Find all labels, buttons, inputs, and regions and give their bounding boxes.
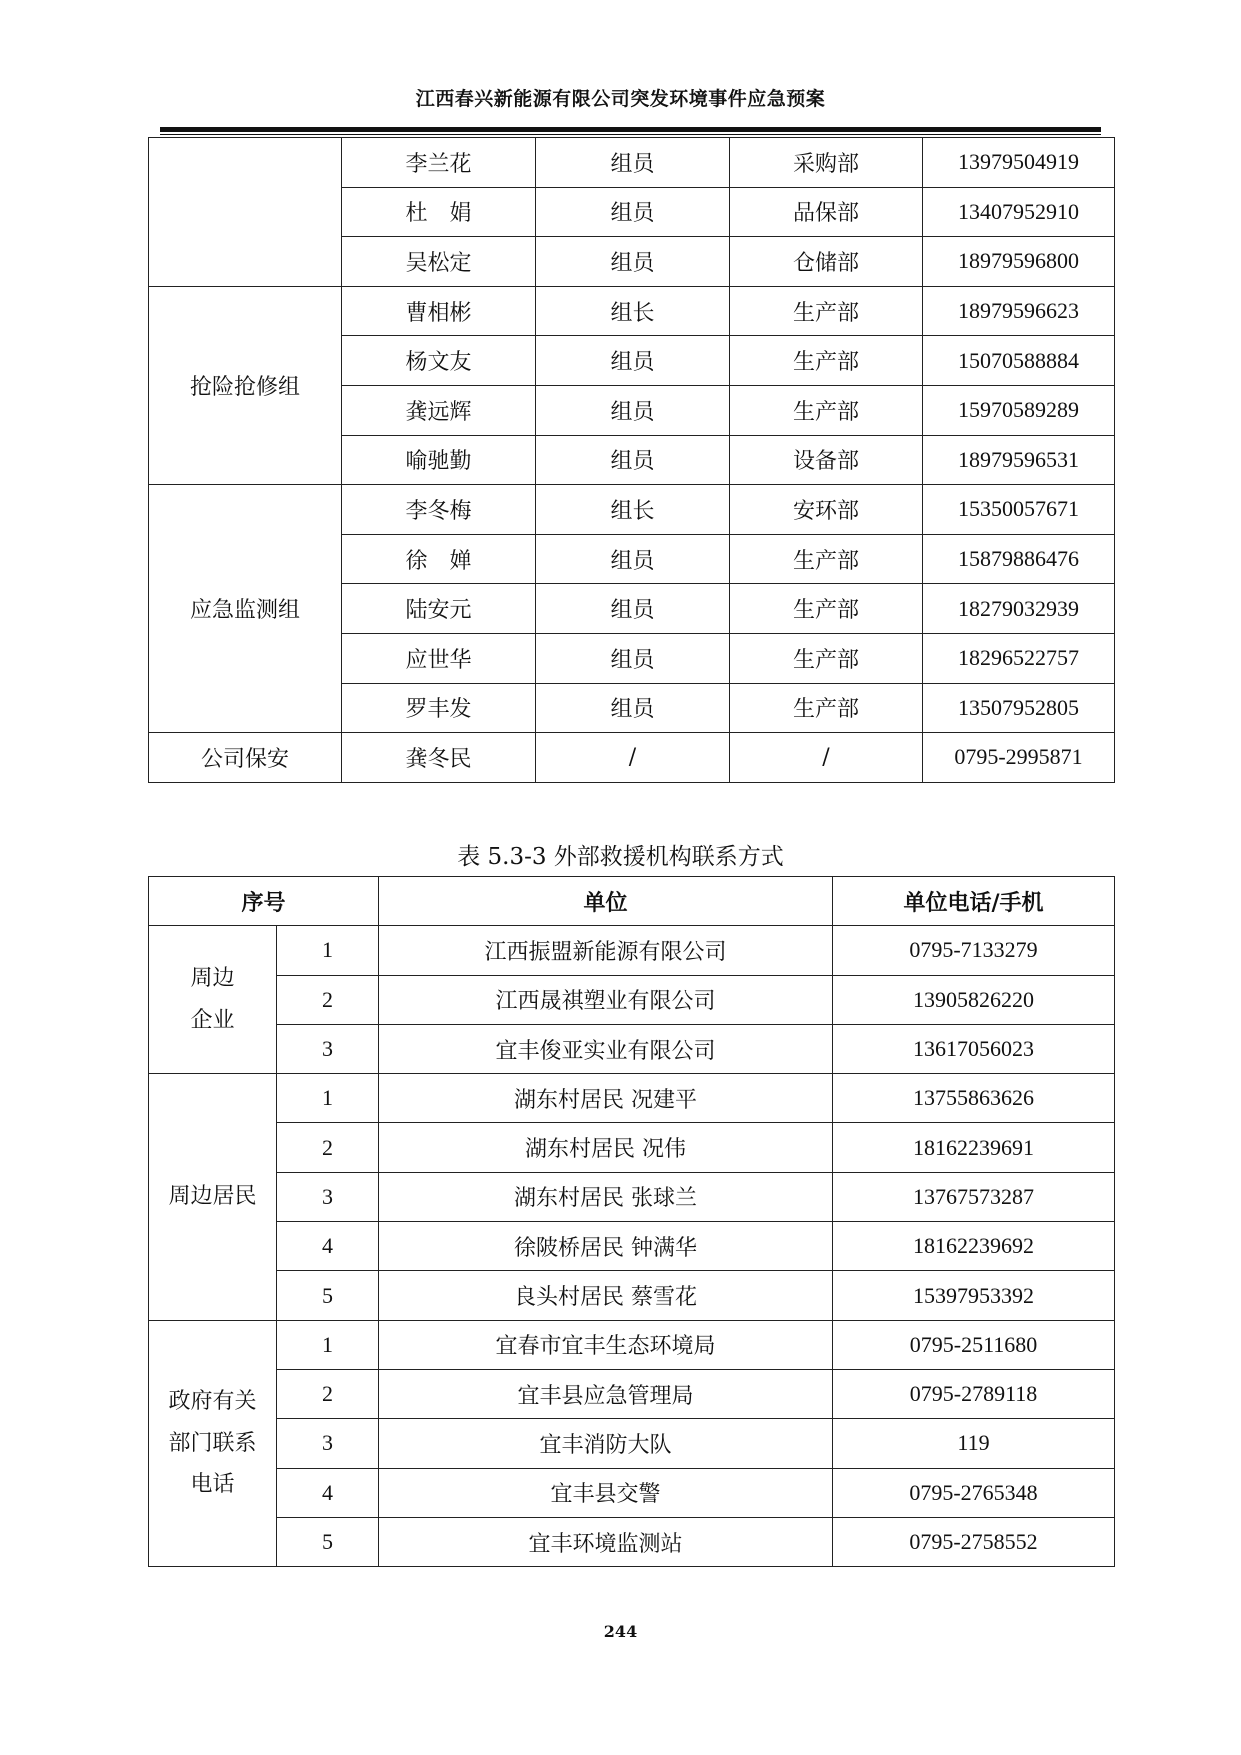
unit-phone: 13767573287	[833, 1172, 1115, 1221]
member-phone: 18979596800	[923, 237, 1115, 287]
member-dept: 生产部	[730, 534, 923, 584]
member-phone: 18279032939	[923, 584, 1115, 634]
member-dept: 生产部	[730, 385, 923, 435]
header-row	[149, 877, 1115, 926]
unit-name: 宜丰俊亚实业有限公司	[379, 1024, 833, 1073]
row-number: 1	[277, 1320, 379, 1369]
table-row	[149, 286, 1115, 336]
row-number: 2	[277, 1369, 379, 1418]
table-row	[149, 485, 1115, 535]
member-name: 陆安元	[342, 584, 536, 634]
member-dept: 生产部	[730, 683, 923, 733]
member-name: 徐 婵	[342, 534, 536, 584]
unit-name: 宜丰县交警	[379, 1468, 833, 1517]
member-phone: 15970589289	[923, 385, 1115, 435]
unit-name: 江西晟祺塑业有限公司	[379, 975, 833, 1024]
member-phone: 13407952910	[923, 187, 1115, 237]
row-number: 4	[277, 1222, 379, 1271]
unit-phone: 0795-2758552	[833, 1517, 1115, 1566]
table-row	[149, 1517, 1115, 1566]
table-row	[149, 1320, 1115, 1369]
row-number: 1	[277, 1074, 379, 1123]
member-role: 组员	[536, 683, 730, 733]
table-row	[149, 1123, 1115, 1172]
member-role: 组长	[536, 286, 730, 336]
unit-name: 宜丰环境监测站	[379, 1517, 833, 1566]
member-role: 组员	[536, 138, 730, 188]
unit-phone: 15397953392	[833, 1271, 1115, 1320]
member-role: 组长	[536, 485, 730, 535]
group-name: 公司保安	[149, 733, 342, 783]
row-number: 1	[277, 926, 379, 975]
member-phone: 15070588884	[923, 336, 1115, 386]
member-phone: 18979596623	[923, 286, 1115, 336]
table-row	[149, 1468, 1115, 1517]
member-phone: 13507952805	[923, 683, 1115, 733]
row-number: 5	[277, 1271, 379, 1320]
header-unit: 单位	[379, 877, 833, 926]
table-row	[149, 1222, 1115, 1271]
row-number: 5	[277, 1517, 379, 1566]
member-phone: 0795-2995871	[923, 733, 1115, 783]
unit-phone: 18162239691	[833, 1123, 1115, 1172]
group-cell	[149, 138, 342, 287]
unit-phone: 13905826220	[833, 975, 1115, 1024]
member-name: 李冬梅	[342, 485, 536, 535]
member-dept: 仓储部	[730, 237, 923, 287]
table-row	[149, 1369, 1115, 1418]
group-label: 政府有关 部门联系 电话	[149, 1320, 277, 1566]
group-name: 应急监测组	[149, 485, 342, 733]
member-role: 组员	[536, 534, 730, 584]
unit-name: 良头村居民 蔡雪花	[379, 1271, 833, 1320]
member-dept: 设备部	[730, 435, 923, 485]
member-name: 龚远辉	[342, 385, 536, 435]
table-row	[149, 926, 1115, 975]
member-name: 吴松定	[342, 237, 536, 287]
member-phone: 15879886476	[923, 534, 1115, 584]
table-row	[149, 975, 1115, 1024]
member-name: 喻驰勤	[342, 435, 536, 485]
member-phone: 13979504919	[923, 138, 1115, 188]
unit-phone: 13617056023	[833, 1024, 1115, 1073]
member-dept: 生产部	[730, 584, 923, 634]
member-name: 龚冬民	[342, 733, 536, 783]
unit-phone: 119	[833, 1419, 1115, 1468]
member-role: 组员	[536, 435, 730, 485]
member-name: 李兰花	[342, 138, 536, 188]
unit-name: 江西振盟新能源有限公司	[379, 926, 833, 975]
member-role: 组员	[536, 237, 730, 287]
row-number: 3	[277, 1172, 379, 1221]
member-dept: 生产部	[730, 633, 923, 683]
member-role: 组员	[536, 336, 730, 386]
row-number: 3	[277, 1024, 379, 1073]
member-name: 杜 娟	[342, 187, 536, 237]
member-role: 组员	[536, 385, 730, 435]
table-row	[149, 733, 1115, 783]
table-row	[149, 1172, 1115, 1221]
row-number: 4	[277, 1468, 379, 1517]
unit-name: 宜春市宜丰生态环境局	[379, 1320, 833, 1369]
unit-phone: 18162239692	[833, 1222, 1115, 1271]
unit-phone: 0795-2511680	[833, 1320, 1115, 1369]
header-rule-thin	[160, 134, 1101, 135]
member-name: 曹相彬	[342, 286, 536, 336]
member-name: 杨文友	[342, 336, 536, 386]
unit-phone: 0795-2765348	[833, 1468, 1115, 1517]
member-dept: 采购部	[730, 138, 923, 188]
member-dept: 生产部	[730, 336, 923, 386]
member-dept: 品保部	[730, 187, 923, 237]
group-name: 抢险抢修组	[149, 286, 342, 484]
unit-name: 宜丰消防大队	[379, 1419, 833, 1468]
member-phone: 18979596531	[923, 435, 1115, 485]
document-header: 江西春兴新能源有限公司突发环境事件应急预案	[415, 88, 826, 110]
page-number: 244	[603, 1622, 638, 1641]
member-dept: 安环部	[730, 485, 923, 535]
member-role: /	[536, 733, 730, 783]
unit-name: 湖东村居民 况伟	[379, 1123, 833, 1172]
group-label: 周边 企业	[149, 926, 277, 1074]
unit-phone: 0795-7133279	[833, 926, 1115, 975]
member-name: 罗丰发	[342, 683, 536, 733]
table-caption: 表 5.3-3 外部救援机构联系方式	[457, 844, 784, 870]
emergency-team-table	[148, 137, 1115, 783]
header-phone: 单位电话/手机	[833, 877, 1115, 926]
group-label: 周边居民	[149, 1074, 277, 1320]
unit-name: 徐陂桥居民 钟满华	[379, 1222, 833, 1271]
table-row	[149, 1074, 1115, 1123]
header-rule	[160, 127, 1101, 132]
table-row	[149, 1024, 1115, 1073]
table-row	[149, 138, 1115, 188]
member-role: 组员	[536, 633, 730, 683]
unit-phone: 13755863626	[833, 1074, 1115, 1123]
table-row	[149, 1271, 1115, 1320]
member-role: 组员	[536, 584, 730, 634]
member-name: 应世华	[342, 633, 536, 683]
member-phone: 15350057671	[923, 485, 1115, 535]
row-number: 3	[277, 1419, 379, 1468]
member-phone: 18296522757	[923, 633, 1115, 683]
unit-name: 湖东村居民 况建平	[379, 1074, 833, 1123]
row-number: 2	[277, 1123, 379, 1172]
member-role: 组员	[536, 187, 730, 237]
external-rescue-table	[148, 876, 1115, 1567]
table-row	[149, 1419, 1115, 1468]
unit-phone: 0795-2789118	[833, 1369, 1115, 1418]
member-dept: /	[730, 733, 923, 783]
row-number: 2	[277, 975, 379, 1024]
unit-name: 宜丰县应急管理局	[379, 1369, 833, 1418]
member-dept: 生产部	[730, 286, 923, 336]
header-index: 序号	[149, 877, 379, 926]
unit-name: 湖东村居民 张球兰	[379, 1172, 833, 1221]
